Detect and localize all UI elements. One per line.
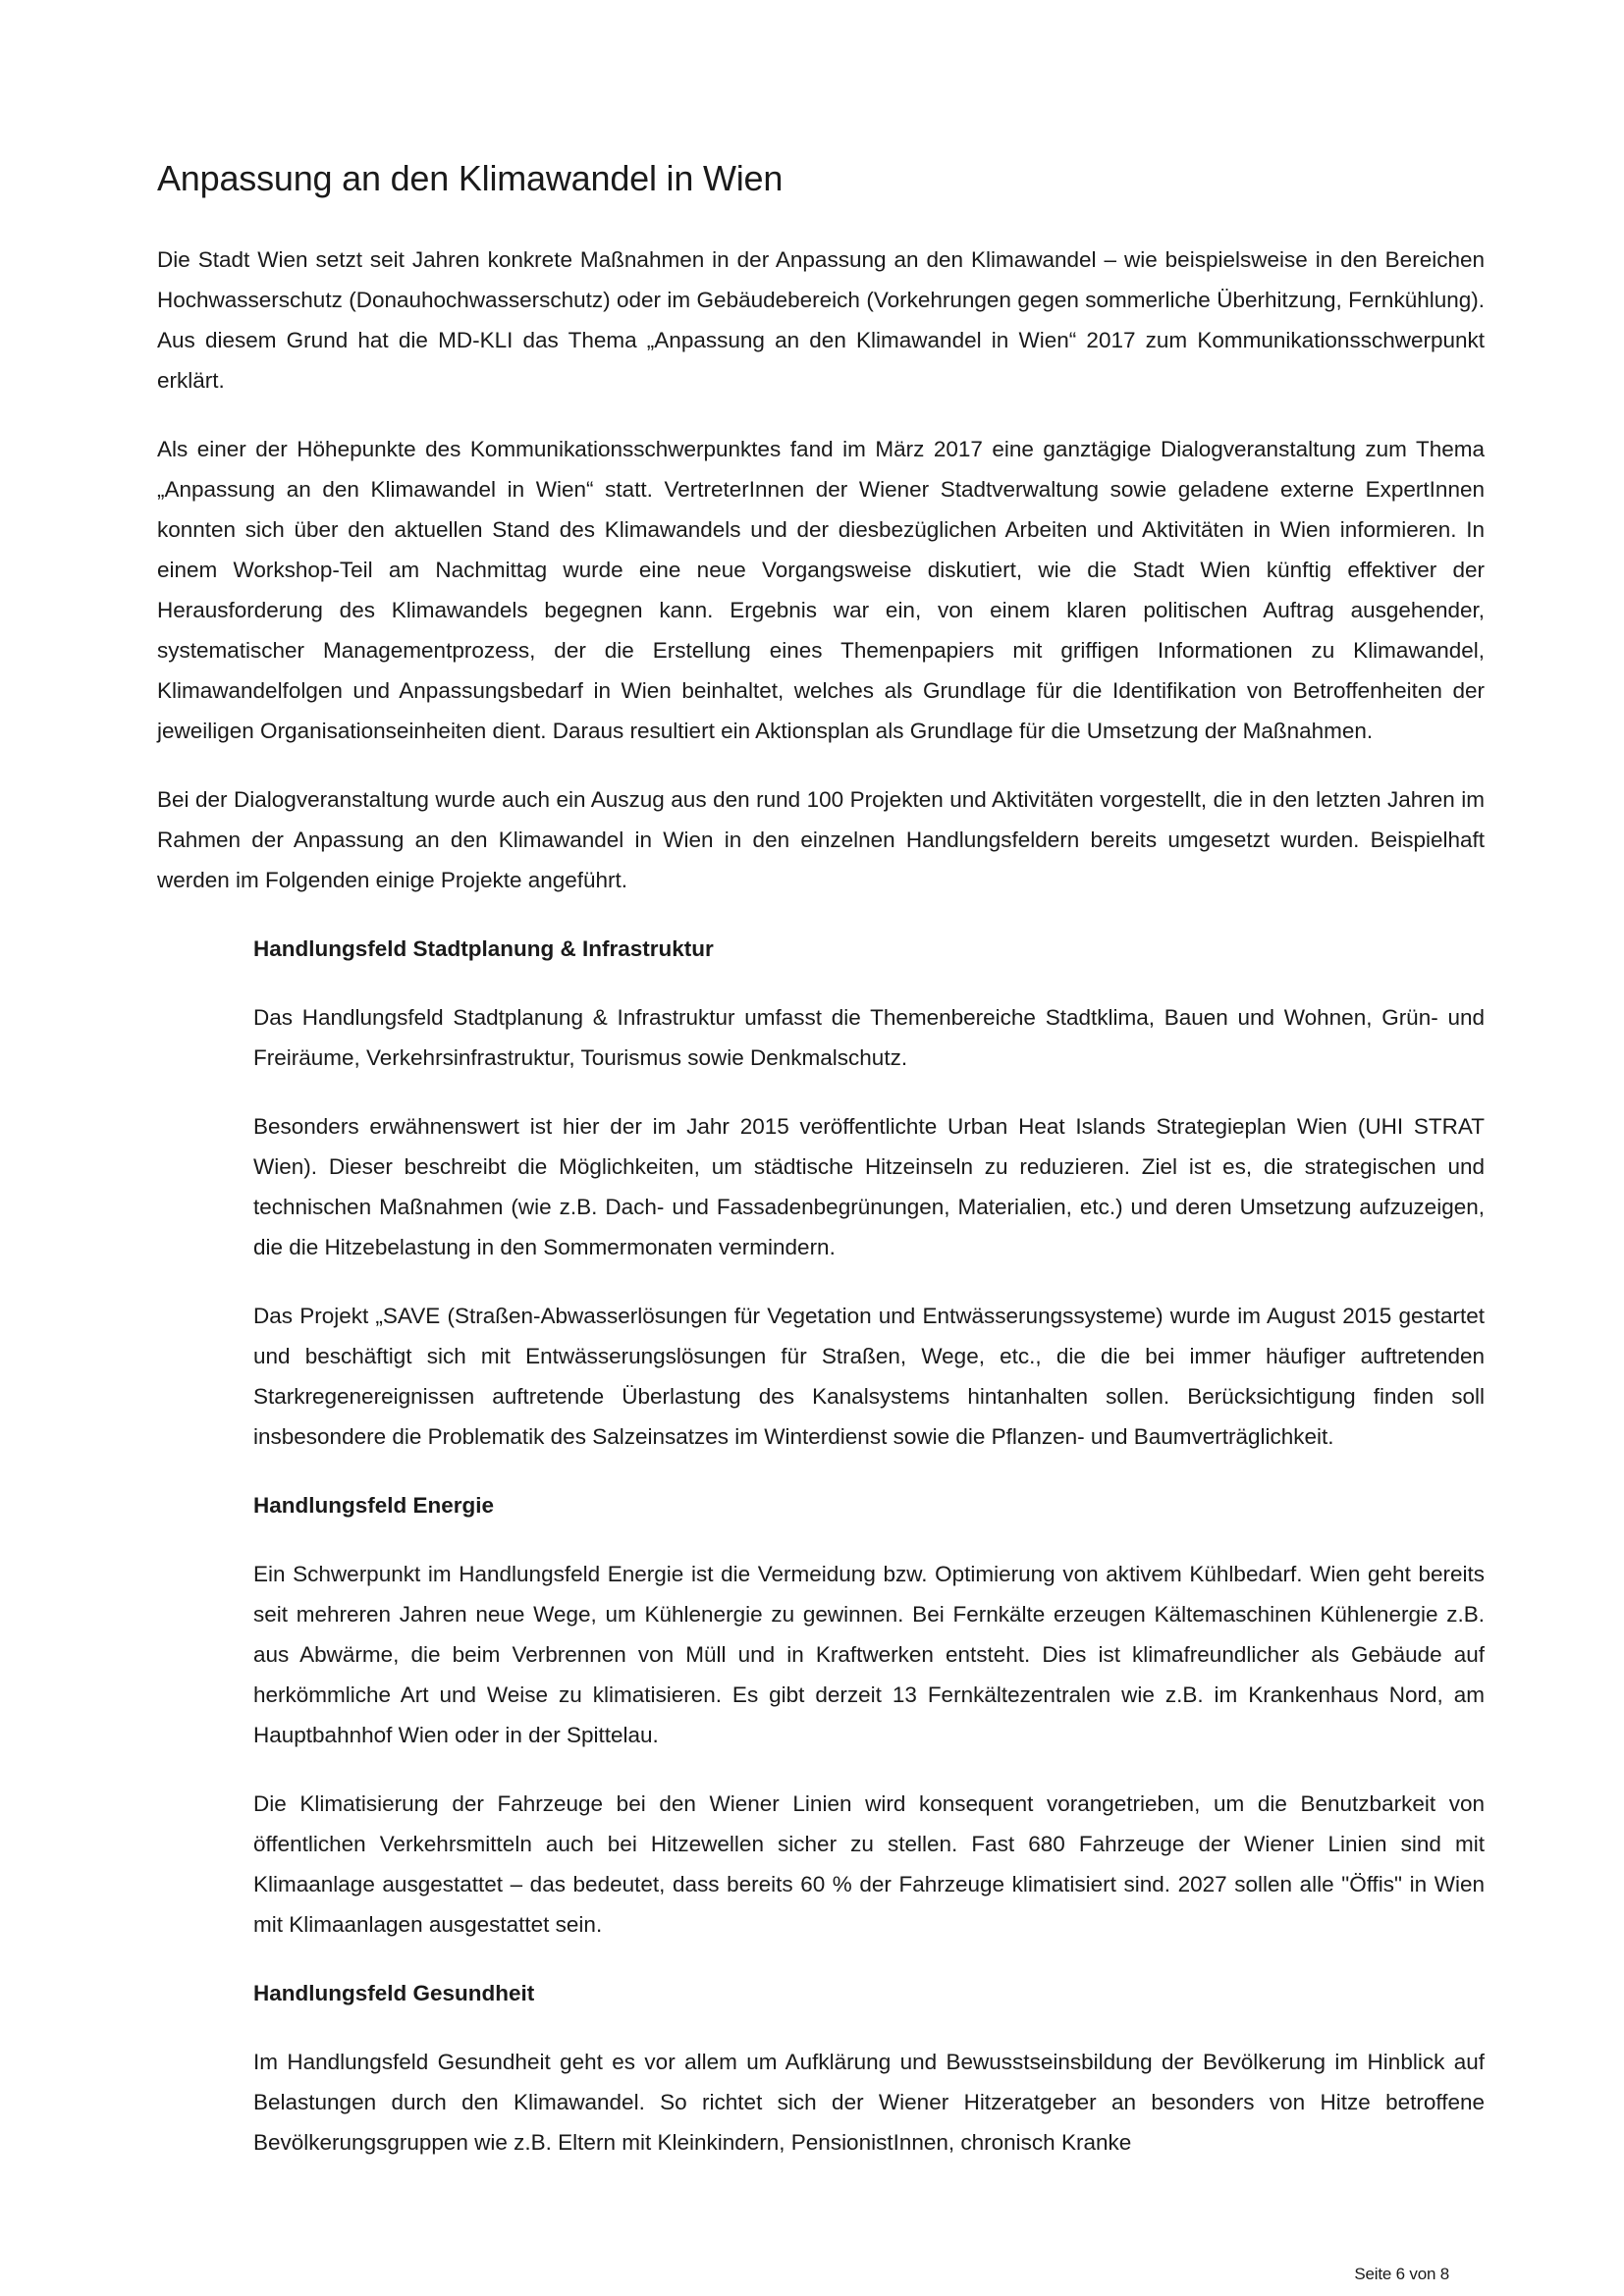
intro-paragraph-2: Als einer der Höhepunkte des Kommunikationsschwerpunktes fand im März 2017 eine ganztägige Dialogveranstaltung zum Thema „Anpassung an den Klimawandel in Wien“ statt. VertreterInnen der Wiener Stadtverwaltung sowie geladene externe ExpertInnen konnten sich über den aktuellen Stand des Klimawandels und der diesbezüglichen Arbeiten und Aktivitäten in Wien informieren. In einem Workshop-Teil am Nachmittag wurde eine neue Vorgangsweise diskutiert, wie die Stadt Wien künftig effektiver der Herausforderung des Klimawandels begegnen kann. Ergebnis war ein, von einem klaren politischen Auftrag ausgehender, systematischer Managementprozess, der die Erstellung eines Themenpapiers mit griffigen Informationen zu Klimawandel, Klimawandelfolgen und Anpassungsbedarf in Wien beinhaltet, welches als Grundlage für die Identifikation von Betroffenheiten der jeweiligen Organisationseinheiten dient. Daraus resultiert ein Aktionsplan als Grundlage für die Umsetzung der Maßnahmen. [157, 437, 1485, 743]
intro-paragraph-3: Bei der Dialogveranstaltung wurde auch ein Auszug aus den rund 100 Projekten und Aktivitäten vorgestellt, die in den letzten Jahren im Rahmen der Anpassung an den Klimawandel in Wien in den einzelnen Handlungsfeldern bereits umgesetzt wurden. Beispielhaft werden im Folgenden einige Projekte angeführt. [157, 787, 1485, 892]
section-paragraph: Ein Schwerpunkt im Handlungsfeld Energie ist die Vermeidung bzw. Optimierung von aktivem Kühlbedarf. Wien geht bereits seit mehreren Jahren neue Wege, um Kühlenergie zu gewinnen. Bei Fernkälte erzeugen Kältemaschinen Kühlenergie z.B. aus Abwärme, die beim Verbrennen von Müll und in Kraftwerken entsteht. Dies ist klimafreundlicher als Gebäude auf herkömmliche Art und Weise zu klimatisieren. Es gibt derzeit 13 Fernkältezentralen wie z.B. im Krankenhaus Nord, am Hauptbahnhof Wien oder in der Spittelau. [253, 1562, 1485, 1747]
section-heading: Handlungsfeld Stadtplanung & Infrastruktur [253, 936, 714, 961]
section-heading: Handlungsfeld Gesundheit [253, 1981, 535, 2005]
page-title: Anpassung an den Klimawandel in Wien [157, 158, 784, 198]
section-stadtplanung [253, 929, 1485, 1457]
page-number: Seite 6 von 8 [1354, 2265, 1449, 2283]
document-page [157, 155, 1485, 2163]
section-heading: Handlungsfeld Energie [253, 1493, 495, 1518]
section-paragraph: Im Handlungsfeld Gesundheit geht es vor allem um Aufklärung und Bewusstseinsbildung der Bevölkerung im Hinblick auf Belastungen durch den Klimawandel. So richtet sich der Wiener Hitzeratgeber an besonders von Hitze betroffene Bevölkerungsgruppen wie z.B. Eltern mit Kleinkindern, PensionistInnen, chronisch Kranke [253, 2050, 1485, 2155]
section-energie [253, 1485, 1485, 1945]
section-paragraph: Das Projekt „SAVE (Straßen-Abwasserlösungen für Vegetation und Entwässerungssysteme) wurde im August 2015 gestartet und beschäftigt sich mit Entwässerungslösungen für Straßen, Wege, etc., die die bei immer häufiger auftretenden Starkregenereignissen auftretende Überlastung des Kanalsystems hintanhalten sollen. Berücksichtigung finden soll insbesondere die Problematik des Salzeinsatzes im Winterdienst sowie die Pflanzen- und Baumverträglichkeit. [253, 1304, 1485, 1449]
intro-paragraph-1: Die Stadt Wien setzt seit Jahren konkrete Maßnahmen in der Anpassung an den Klimawandel – wie beispielsweise in den Bereichen Hochwasserschutz (Donauhochwasserschutz) oder im Gebäudebereich (Vorkehrungen gegen sommerliche Überhitzung, Fernkühlung). Aus diesem Grund hat die MD-KLI das Thema „Anpassung an den Klimawandel in Wien“ 2017 zum Kommunikationsschwerpunkt erklärt. [157, 247, 1485, 393]
section-paragraph: Das Handlungsfeld Stadtplanung & Infrastruktur umfasst die Themenbereiche Stadtklima, Bauen und Wohnen, Grün- und Freiräume, Verkehrsinfrastruktur, Tourismus sowie Denkmalschutz. [253, 1005, 1485, 1070]
section-paragraph: Die Klimatisierung der Fahrzeuge bei den Wiener Linien wird konsequent vorangetrieben, um die Benutzbarkeit von öffentlichen Verkehrsmitteln auch bei Hitzewellen sicher zu stellen. Fast 680 Fahrzeuge der Wiener Linien sind mit Klimaanlage ausgestattet – das bedeutet, dass bereits 60 % der Fahrzeuge klimatisiert sind. 2027 sollen alle "Öffis" in Wien mit Klimaanlagen ausgestattet sein. [253, 1791, 1485, 1937]
section-paragraph: Besonders erwähnenswert ist hier der im Jahr 2015 veröffentlichte Urban Heat Islands Strategieplan Wien (UHI STRAT Wien). Dieser beschreibt die Möglichkeiten, um städtische Hitzeinseln zu reduzieren. Ziel ist es, die strategischen und technischen Maßnahmen (wie z.B. Dach- und Fassadenbegrünungen, Materialien, etc.) und deren Umsetzung aufzuzeigen, die die Hitzebelastung in den Sommermonaten vermindern. [253, 1114, 1485, 1259]
section-gesundheit [253, 1973, 1485, 2163]
